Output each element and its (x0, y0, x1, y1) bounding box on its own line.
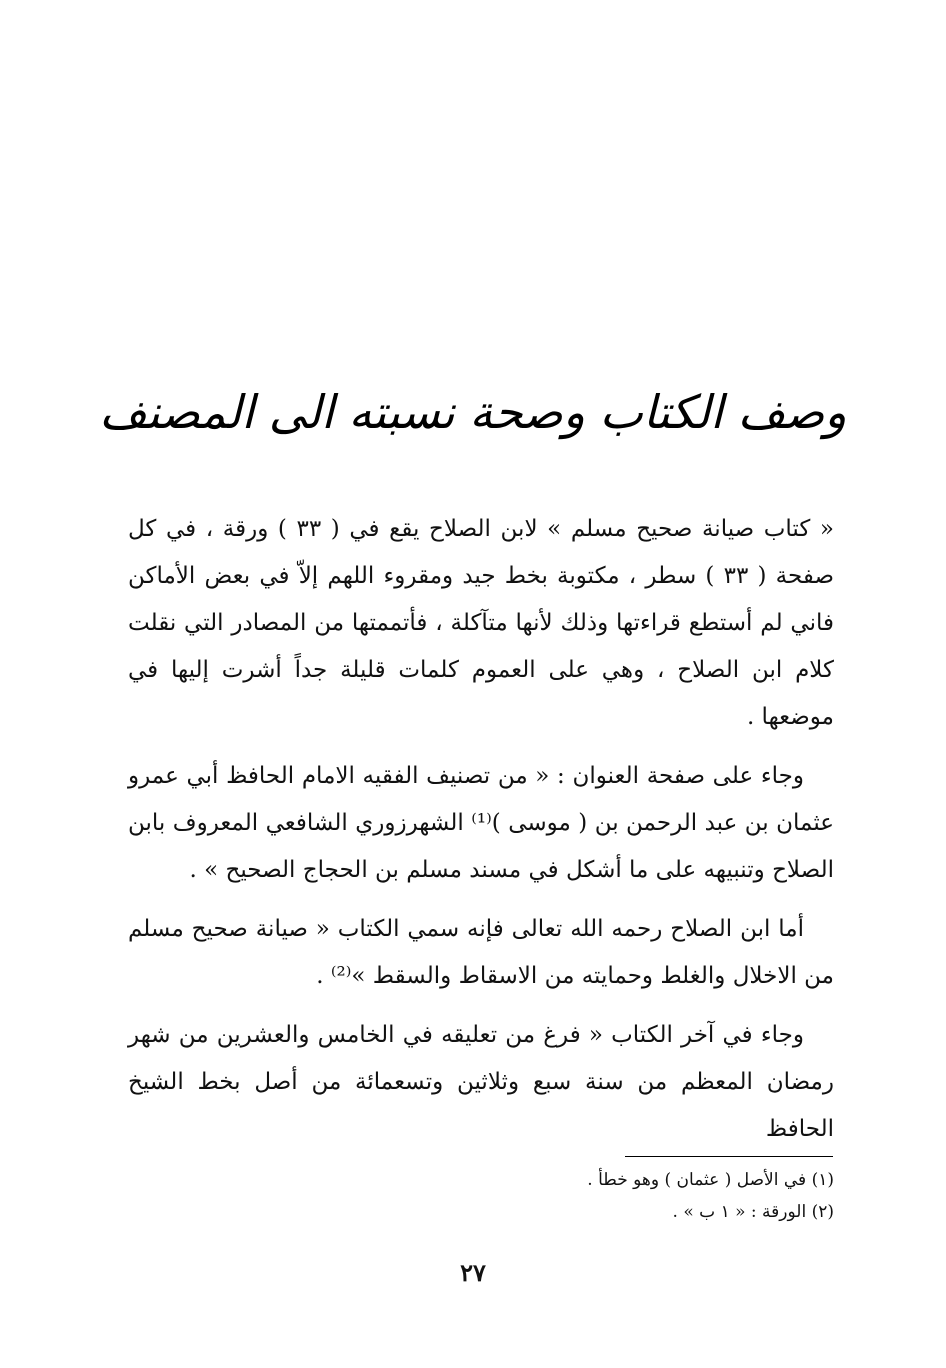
page-title: وصف الكتاب وصحة نسبته الى المصنف (99, 385, 847, 439)
footnote-divider (625, 1156, 833, 1157)
footnote-2: (٢) الورقة : « ١ ب » . (672, 1202, 834, 1222)
body-text (128, 506, 834, 1153)
footnotes (334, 1164, 834, 1228)
paragraph-3: أما ابن الصلاح رحمه الله تعالى فإنه سمي الكتاب « صيانة صحيح مسلم من الاخلال والغلط وحمايته من الاسقاط والسقط »⁽²⁾ . (128, 916, 834, 989)
paragraph-4: وجاء في آخر الكتاب « فرغ من تعليقه في الخامس والعشرين من شهر رمضان المعظم من سنة سبع وثلاثين وتسعمائة من أصل بخط الشيخ الحافظ (128, 1022, 834, 1142)
footnote-1: (١) في الأصل ( عثمان ) وهو خطأ . (587, 1170, 834, 1190)
paragraph-2: وجاء على صفحة العنوان : « من تصنيف الفقيه الامام الحافظ أبي عمرو عثمان بن عبد الرحمن بن ( موسى )⁽¹⁾ الشهرزوري الشافعي المعروف بابن الصلاح وتنبيهه على ما أشكل في مسند مسلم بن الحجاج الصحيح » . (128, 763, 834, 883)
paragraph-1: « كتاب صيانة صحيح مسلم » لابن الصلاح يقع في ( ٣٣ ) ورقة ، في كل صفحة ( ٣٣ ) سطر ، مكتوبة بخط جيد ومقروء اللهم إلاّ في بعض الأماكن فاني لم أستطع قراءتها وذلك لأنها متآكلة ، فأتممتها من المصادر التي نقلت كلام ابن الصلاح ، وهي على العموم كلمات قليلة جداً أشرت إليها في موضعها . (128, 516, 834, 730)
page-number: ٢٧ (460, 1258, 486, 1287)
